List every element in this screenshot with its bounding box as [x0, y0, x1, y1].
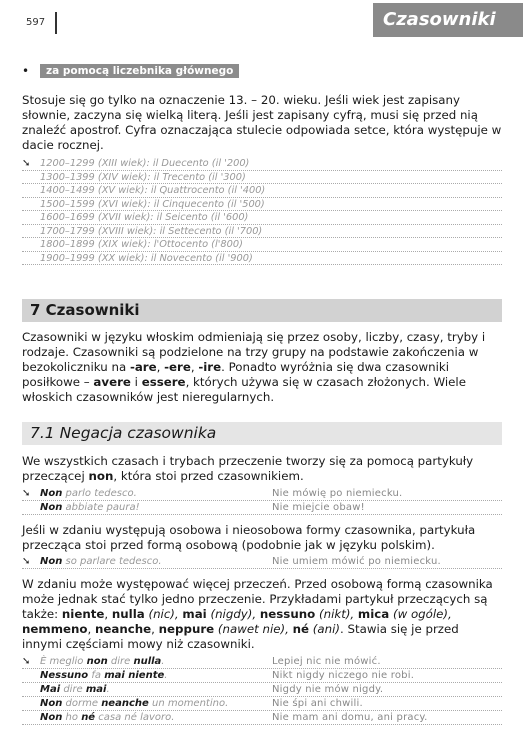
example-text: 1800–1899 (XIX wiek): l'Ottocento (l'800) [40, 239, 243, 250]
arrow-icon: ➘ [22, 556, 31, 567]
word-nessuno: nessuno [259, 607, 316, 621]
word-nemmeno: nemmeno [22, 622, 88, 636]
chapter-title: Czasowniki [373, 3, 523, 37]
header-divider [55, 12, 57, 34]
text: casa né lavoro. [95, 712, 175, 723]
polish-translation: Nikt nigdy niczego nie robi. [272, 670, 415, 681]
text: W zdaniu może występować więcej przeczeń. Przed osobową formą czasownika może jednak stać tylko jedno przeczenie. Przykładami partykuł przeczących są także: [22, 577, 493, 621]
italian-sentence [40, 669, 167, 682]
text: . [161, 656, 165, 667]
example-row [22, 697, 502, 711]
example-text: 1600–1699 (XVII wiek): il Seicento (il '600) [40, 212, 249, 223]
polish-translation: Nie mam ani domu, ani pracy. [272, 712, 428, 723]
example-line [22, 157, 502, 171]
bold-word: nulla [133, 656, 162, 667]
text: , [151, 622, 159, 636]
word-niente: niente [61, 607, 105, 621]
bold-word: Non [40, 488, 63, 499]
bold-word: Nessuno [40, 670, 89, 681]
bold-word: né [81, 712, 96, 723]
text: , która stoi przed czasownikiem. [113, 469, 304, 483]
text: , [87, 622, 95, 636]
gloss: (nawet nie), [214, 622, 293, 636]
negation-para-3 [22, 577, 502, 652]
bullet-item [22, 63, 502, 79]
bullet-label: za pomocą liczebnika głównego [40, 64, 239, 78]
text: so parlare tedesco. [62, 556, 162, 567]
polish-translation: Nigdy nie mów nigdy. [272, 684, 384, 695]
word-mica: mica [357, 607, 390, 621]
negation-para-2: Jeśli w zdaniu występują osobowa i nieosobowa formy czasownika, partykuła przecząca stoi przed formą osobową (podobnie jak w języku polskim). [22, 523, 476, 552]
example-row [22, 711, 502, 725]
example-line [22, 225, 502, 239]
italian-sentence [40, 487, 137, 500]
example-text: 1900–1999 (XX wiek): il Novecento (il '900) [40, 252, 253, 264]
bold-word: mai [85, 684, 107, 695]
example-row [22, 501, 502, 515]
italian-sentence [40, 683, 110, 696]
text: abbiate paura! [62, 502, 140, 513]
bold-word: Non [40, 556, 63, 567]
section-heading: 7 Czasowniki [22, 299, 502, 322]
example-line [22, 171, 502, 185]
bold-word: Mai [40, 684, 61, 695]
arrow-icon: ➘ [22, 656, 31, 667]
text: Czasowniki w języku włoskim odmieniają się przez osoby, liczby, czasy, tryby i rodzaje. Czasowniki są podzielone na trzy grupy na podstawie zakończenia w bezokoliczniku na [22, 330, 486, 374]
example-text: 1200–1299 (XIII wiek): il Duecento (il '200) [40, 158, 250, 169]
bold-word: Non [40, 698, 63, 709]
bullet-icon: • [22, 64, 30, 78]
word-nulla: nulla [111, 607, 145, 621]
text: , [190, 360, 199, 374]
word-neanche: neanche [95, 622, 152, 636]
text: . [106, 684, 110, 695]
italian-sentence [40, 501, 140, 514]
bold-word: non [86, 656, 108, 667]
text: , [156, 360, 165, 374]
page-number: 597 [26, 17, 46, 28]
example-group [22, 487, 502, 515]
text: È meglio [40, 656, 87, 667]
polish-translation: Nie umiem mówić po niemiecku. [272, 556, 441, 567]
century-examples [22, 157, 502, 265]
word-neppure: neppure [158, 622, 215, 636]
italian-sentence [40, 555, 162, 568]
example-line [22, 211, 502, 225]
example-text: 1500–1599 (XVI wiek): il Cinquecento (il '500) [40, 198, 265, 210]
example-text: 1400–1499 (XV wiek): il Quattrocento (il '400) [40, 185, 266, 196]
polish-translation: Nie miejcie obaw! [272, 502, 365, 513]
example-line [22, 238, 502, 252]
word-mai: mai [182, 607, 207, 621]
negation-intro [22, 454, 502, 484]
word-ne: né [292, 622, 310, 636]
numerals-paragraph: Stosuje się go tylko na oznaczenie 13. – 20. wieku. Jeśli wiek jest zapisany słownie, zaczyna się wielką literą. Jeśli jest zapisany cyfrą, musi się przed nią znaleźć apostrof. Cyfra oznaczająca stulecie odpowiada setce, która występuje w dacie rocznej. [22, 93, 502, 152]
ending-ire: -ire [198, 360, 222, 374]
subsection-heading: 7.1 Negacja czasownika [22, 422, 502, 445]
text: dire [107, 656, 134, 667]
page-content [22, 63, 502, 725]
polish-translation: Nie mówię po niemiecku. [272, 488, 403, 499]
example-row [22, 555, 502, 569]
ending-are: -are [129, 360, 157, 374]
example-text: 1700–1799 (XVIII wiek): il Settecento (il '700) [40, 225, 263, 237]
text: parlo tedesco. [62, 488, 137, 499]
polish-translation: Nie śpi ani chwili. [272, 698, 363, 709]
gloss: (nic), [144, 607, 183, 621]
example-row [22, 487, 502, 501]
arrow-icon: ➘ [22, 158, 31, 169]
example-group [22, 655, 502, 725]
example-row [22, 669, 502, 683]
verbs-paragraph [22, 330, 502, 405]
text: . Ponadto wyróżnia się dwa czasowniki posiłkowe – [22, 360, 449, 389]
arrow-icon: ➘ [22, 488, 31, 499]
text: , [104, 607, 112, 621]
example-line [22, 198, 502, 212]
example-text: 1300–1399 (XIV wiek): il Trecento (il '300) [40, 171, 246, 183]
italian-sentence [40, 711, 174, 724]
example-line [22, 184, 502, 198]
ending-ere: -ere [164, 360, 191, 374]
italian-sentence [40, 655, 164, 668]
particle-non: non [88, 469, 114, 483]
example-group [22, 555, 502, 569]
text: dire [60, 684, 86, 695]
text: . [164, 670, 168, 681]
example-row [22, 655, 502, 669]
bold-word: Non [40, 712, 63, 723]
text: . Stawia się je przed innymi częściami mowy niż czasowniki. [22, 622, 459, 651]
text: , których używa się w czasach złożonych. Wiele włoskich czasowników jest nieregularnych. [22, 375, 466, 404]
text: un momentino. [148, 698, 229, 709]
gloss: (w ogóle), [389, 607, 452, 621]
text: ho [62, 712, 82, 723]
italian-sentence [40, 697, 228, 710]
example-row [22, 683, 502, 697]
text: dorme [62, 698, 102, 709]
bold-word: mai niente [104, 670, 165, 681]
example-line [22, 252, 502, 266]
text: fa [88, 670, 105, 681]
gloss: (ani) [309, 622, 340, 636]
gloss: (nikt), [315, 607, 358, 621]
page-header [0, 0, 523, 44]
verb-avere: avere [93, 375, 131, 389]
verb-essere: essere [141, 375, 186, 389]
text: i [130, 375, 142, 389]
bold-word: neanche [101, 698, 149, 709]
gloss: (nigdy), [206, 607, 260, 621]
bold-word: Non [40, 502, 63, 513]
text: We wszystkich czasach i trybach przeczenie tworzy się za pomocą partykuły przeczącej [22, 454, 474, 483]
polish-translation: Lepiej nic nie mówić. [272, 656, 381, 667]
